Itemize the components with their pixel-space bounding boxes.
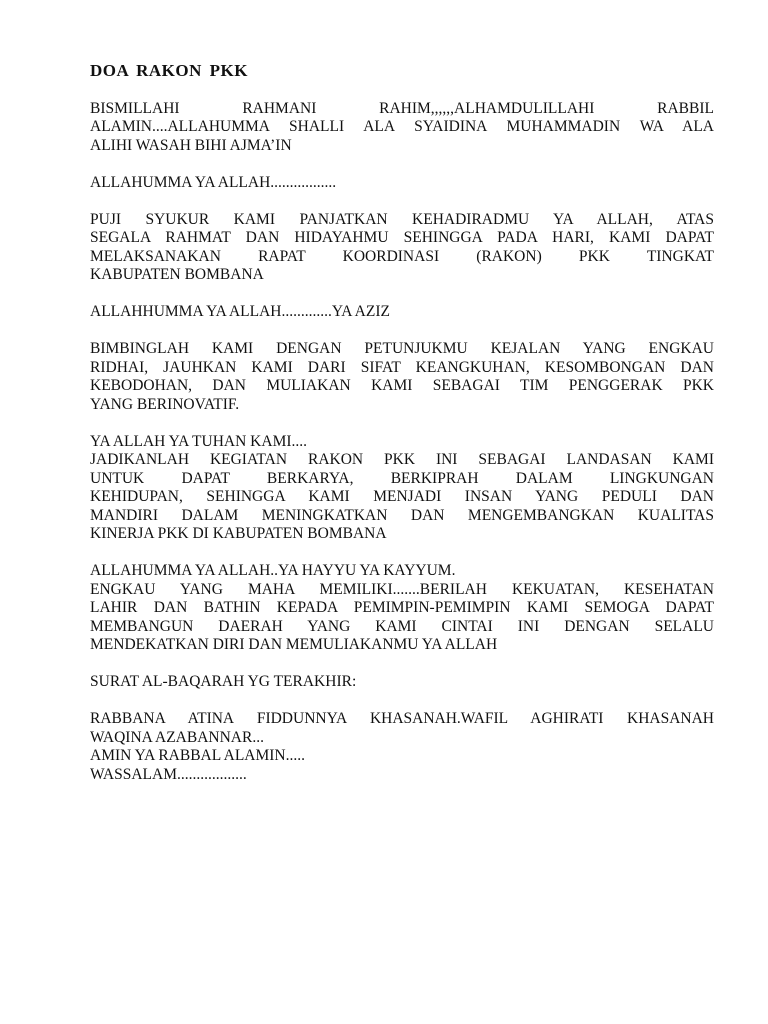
text-line: KEBODOHAN, DAN MULIAKAN KAMI SEBAGAI TIM PENGGERAK PKK [90, 377, 714, 394]
paragraph [90, 303, 714, 322]
text-line: WASSALAM.................. [90, 765, 247, 783]
text-line: AMIN YA RABBAL ALAMIN..... [90, 747, 306, 764]
paragraph [90, 211, 714, 285]
paragraph [90, 562, 714, 655]
text-line: KEHIDUPAN, SEHINGGA KAMI MENJADI INSAN YANG PEDULI DAN [90, 488, 714, 505]
text-line: ENGKAU YANG MAHA MEMILIKI.......BERILAH KEKUATAN, KESEHATAN [90, 580, 714, 598]
paragraph [90, 174, 714, 193]
paragraph [90, 710, 714, 784]
text-line: MENDEKATKAN DIRI DAN MEMULIAKANMU YA ALLAH [90, 636, 498, 653]
text-line: MELAKSANAKAN RAPAT KOORDINASI (RAKON) PKK TINGKAT [90, 247, 714, 265]
text-line: RIDHAI, JAUHKAN KAMI DARI SIFAT KEANGKUHAN, KESOMBONGAN DAN [90, 358, 714, 376]
text-line: MEMBANGUN DAERAH YANG KAMI CINTAI INI DENGAN SELALU [90, 617, 714, 635]
text-line: KINERJA PKK DI KABUPATEN BOMBANA [90, 525, 387, 542]
document-title: DOA RAKON PKK [90, 61, 248, 80]
text-line: YANG BERINOVATIF. [90, 395, 240, 413]
text-line: ALLAHHUMMA YA ALLAH.............YA AZIZ [90, 303, 390, 320]
document-body [90, 62, 714, 803]
text-line: ALIHI WASAH BIHI AJMA’IN [90, 136, 292, 154]
text-line: LAHIR DAN BATHIN KEPADA PEMIMPIN-PEMIMPIN KAMI SEMOGA DAPAT [90, 599, 714, 616]
text-line: KABUPATEN BOMBANA [90, 266, 264, 283]
text-line: JADIKANLAH KEGIATAN RAKON PKK INI SEBAGAI LANDASAN KAMI [90, 451, 714, 468]
text-line: YA ALLAH YA TUHAN KAMI.... [90, 432, 308, 450]
paragraph [90, 100, 714, 156]
text-line: RABBANA ATINA FIDDUNNYA KHASANAH.WAFIL AGHIRATI KHASANAH [90, 710, 714, 727]
text-line: ALLAHUMMA YA ALLAH..YA HAYYU YA KAYYUM. [90, 562, 456, 579]
paragraph [90, 673, 714, 692]
text-line: ALLAHUMMA YA ALLAH................. [90, 173, 337, 191]
text-line: UNTUK DAPAT BERKARYA, BERKIPRAH DALAM LINGKUNGAN [90, 469, 714, 487]
text-line: PUJI SYUKUR KAMI PANJATKAN KEHADIRADMU YA ALLAH, ATAS [90, 210, 714, 228]
text-line: SURAT AL-BAQARAH YG TERAKHIR: [90, 673, 357, 690]
text-line: BIMBINGLAH KAMI DENGAN PETUNJUKMU KEJALAN YANG ENGKAU [90, 340, 714, 357]
text-line: SEGALA RAHMAT DAN HIDAYAHMU SEHINGGA PADA HARI, KAMI DAPAT [90, 229, 714, 246]
text-line: BISMILLAHI RAHMANI RAHIM,,,,,,ALHAMDULILLAHI RABBIL [90, 99, 714, 117]
text-line: WAQINA AZABANNAR... [90, 728, 264, 746]
text-line: ALAMIN....ALLAHUMMA SHALLI ALA SYAIDINA MUHAMMADIN WA ALA [90, 118, 714, 135]
text-line: MANDIRI DALAM MENINGKATKAN DAN MENGEMBANGKAN KUALITAS [90, 506, 714, 524]
paragraph [90, 340, 714, 414]
paragraph-list [90, 100, 714, 785]
paragraph [90, 433, 714, 544]
